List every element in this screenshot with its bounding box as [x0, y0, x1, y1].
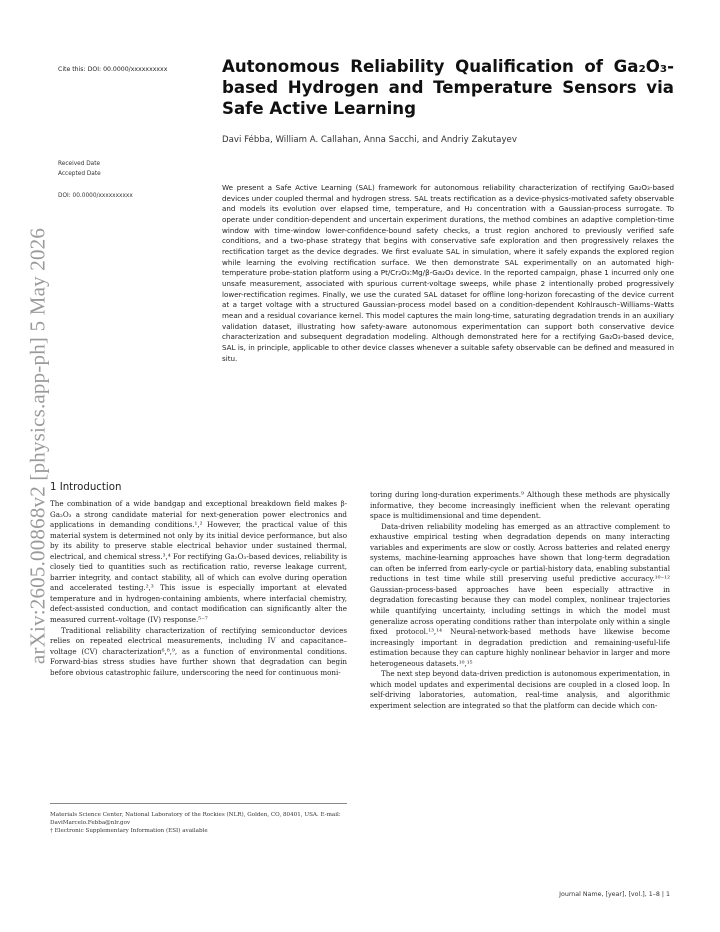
- received-date: Received Date: [58, 161, 101, 167]
- footnote-divider: [50, 803, 347, 804]
- intro-paragraph-2: Traditional reliability characterization of rectifying semiconductor devices relies on repeated electrical measurements, including IV and capacitance–voltage (CV) characterization⁶,⁸,⁹, as a function of environmental conditions. Forward-bias stress studies have further shown that degradation can begin before obvious catastrophic failure, underscoring the need for continuous moni-: [50, 625, 347, 677]
- left-column: [50, 499, 347, 678]
- intro-paragraph-4: Data-driven reliability modeling has emerged as an attractive complement to exhaustive empirical testing when degradation depends on many interacting variables and experiments are slow or costly. Across batteries and related energy systems, machine-learning approaches have shown that long-term degradation can often be inferred from early-cycle or partial-history data, enabling substantial reductions in test time while still preserving useful predictive accuracy.¹⁰⁻¹² Gaussian-process-based approaches have been especially attractive in degradation forecasting because they can model complex, nonlinear trajectories while quantifying uncertainty, including settings in which the model must generalize across operating conditions rather than interpolate only within a single fixed protocol.¹³,¹⁴ Neural-network-based methods have likewise become increasingly important in degradation prediction and remaining-useful-life estimation because they can capture highly nonlinear behavior in larger and more heterogeneous datasets.¹⁰,¹⁵: [370, 521, 670, 668]
- intro-paragraph-1: The combination of a wide bandgap and exceptional breakdown field makes β-Ga₂O₃ a strong candidate material for next-generation power electronics and applications in demanding conditions.¹,² However, the practical value of this material system is determined not only by its initial device performance, but also by its ability to preserve stable electrical behavior under sustained thermal, electrical, and chemical stress.³,⁴ For rectifying Ga₂O₃-based devices, reliability is closely tied to quantities such as rectification ratio, reverse leakage current, barrier integrity, and contact stability, all of which can evolve during operation and accelerated testing.²,³ This issue is especially important at elevated temperature and in hydrogen-containing ambients, where interfacial chemistry, defect-assisted conduction, and contact modification can significantly alter the measured current–voltage (IV) response.⁵⁻⁷: [50, 499, 347, 625]
- author-list: Davi Fébba, William A. Callahan, Anna Sacchi, and Andriy Zakutayev: [222, 135, 517, 145]
- affiliation-footnote: Materials Science Center, National Laboratory of the Rockies (NLR), Golden, CO, 80401, USA. E-mail: DaviMarcelo.Febba@nlr.gov: [50, 812, 341, 826]
- intro-paragraph-3: toring during long-duration experiments.⁹ Although these methods are physically informative, they become increasingly inefficient when the relevant operating space is multidimensional and time dependent.: [370, 490, 670, 521]
- page-footer: Journal Name, [year], [vol.], 1–8 | 1: [559, 891, 670, 898]
- intro-paragraph-5: The next step beyond data-driven prediction is autonomous experimentation, in which model updates and experimental decisions are coupled in a closed loop. In self-driving laboratories, automation, real-time analysis, and algorithmic experiment selection are integrated so that the platform can decide which con-: [370, 669, 670, 710]
- right-column: [370, 490, 670, 711]
- arxiv-stamp: arXiv:2605.00868v2 [physics.app-ph] 5 May 2026: [25, 227, 50, 665]
- accepted-date: Accepted Date: [58, 171, 101, 177]
- section-heading: 1 Introduction: [50, 482, 122, 493]
- cite-line: Cite this: DOI: 00.0000/xxxxxxxxxx: [58, 66, 168, 73]
- abstract: [222, 183, 674, 364]
- doi-line: DOI: 00.0000/xxxxxxxxxx: [58, 193, 133, 199]
- paper-title: Autonomous Reliability Qualification of Ga₂O₃-based Hydrogen and Temperature Sensors via Safe Active Learning: [222, 57, 674, 118]
- footnotes: [50, 811, 347, 835]
- esi-footnote: † Electronic Supplementary Information (ESI) available: [50, 828, 208, 834]
- abstract-text: We present a Safe Active Learning (SAL) framework for autonomous reliability characterization of rectifying Ga₂O₃-based devices under coupled thermal and hydrogen stress. SAL treats rectification as a device-physics-motivated safety observable and models its evolution over elapsed time, temperature, and H₂ concentration with a Gaussian-process surrogate. To operate under condition-dependent and uncertain experiment durations, the method combines an adaptive completion-time window with time-window lower-confidence-bound safety checks, a trust region anchored to previously verified safe conditions, and a two-phase strategy that begins with conservative safe exploration and then progressively relaxes the rectification target as the device degrades. We first evaluate SAL in simulation, where it safely expands the explored region while learning the evolving rectification surface. We then demonstrate SAL experimentally on an automated high-temperature probe-station platform using a Pt/Cr₂O₃:Mg/β-Ga₂O₃ device. In the reported campaign, phase 1 incurred only one unsafe measurement, associated with spurious current-voltage sweeps, while phase 2 intentionally probed progressively lower-rectification regimes. Finally, we use the curated SAL dataset for offline long-horizon forecasting of the device current at a target voltage with a structured Gaussian-process model based on a condition-dependent Kohlrausch–Williams–Watts mean and a residual covariance kernel. This model captures the main long-time, saturating degradation trends in an auxiliary validation dataset, illustrating how safety-aware autonomous experimentation can support both conservative device characterization and subsequent degradation modeling. Although demonstrated here for a rectifying Ga₂O₃-based device, SAL is, in principle, applicable to other device classes whenever a suitable safety observable can be defined and measured in situ.: [222, 183, 674, 363]
